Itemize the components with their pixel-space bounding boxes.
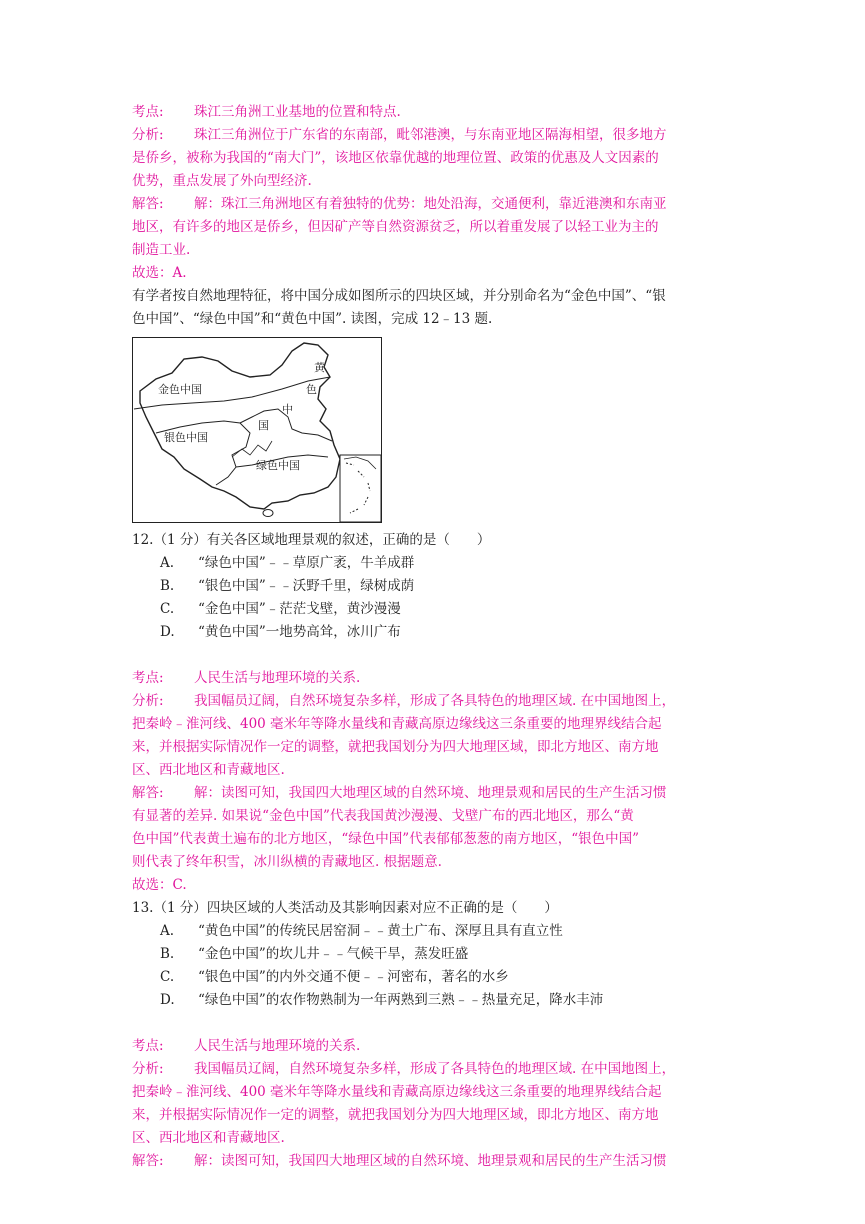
fenxi-label: 分析:	[132, 693, 164, 709]
jieda-label: 解答:	[132, 1153, 164, 1169]
q13-option-b: B. “金色中国”的坎儿井﹣﹣气候干旱，蒸发旺盛	[160, 946, 469, 962]
q11-kaodian: 考点: 珠江三角洲工业基地的位置和特点.	[132, 101, 737, 124]
q13-option-c: C. “银色中国”的内外交通不便﹣﹣河密布，著名的水乡	[160, 969, 509, 985]
q12-fenxi-line: 来，并根据实际情况作一定的调整，就把我国划分为四大地理区域，即北方地区、南方地	[132, 739, 659, 755]
q11-jieda-line: 地区，有许多的地区是侨乡，但因矿产等自然资源贫乏，所以着重发展了以轻工业为主的	[132, 219, 659, 235]
q12-option-a: A. “绿色中国”﹣﹣草原广袤，牛羊成群	[160, 555, 415, 571]
q11-jieda-line: 制造工业.	[132, 242, 191, 258]
q13-kaodian: 考点: 人民生活与地理环境的关系.	[132, 1035, 737, 1058]
q12-kaodian: 考点: 人民生活与地理环境的关系.	[132, 667, 737, 690]
q13-fenxi-line: 区、西北地区和青藏地区.	[132, 1130, 285, 1146]
intro-line: 色中国”、“绿色中国”和“黄色中国”. 读图，完成 12﹣13 题.	[132, 311, 493, 327]
label-yellow-4: 国	[258, 419, 269, 432]
q13-fenxi-line: 来，并根据实际情况作一定的调整，就把我国划分为四大地理区域，即北方地区、南方地	[132, 1107, 659, 1123]
q12-jieda-line: 色中国”代表黄土遍布的北方地区，“绿色中国”代表郁郁葱葱的南方地区，“银色中国”	[132, 831, 640, 847]
china-map-svg	[132, 337, 382, 523]
label-silver-china: 银色中国	[164, 431, 208, 444]
q11-fenxi-line: 是侨乡，被称为我国的“南大门”，该地区依靠优越的地理位置、政策的优惠及人文因素的	[132, 150, 659, 166]
kaodian-label: 考点:	[132, 670, 164, 686]
q13-fenxi: 分析: 我国幅员辽阔，自然环境复杂多样，形成了各具特色的地理区域. 在中国地图上，	[132, 1058, 737, 1081]
q12-option-d: D. “黄色中国”一地势高耸，冰川广布	[160, 624, 401, 640]
q12-stem: 12.（1 分）有关各区域地理景观的叙述，正确的是（ ）	[132, 532, 491, 548]
q12-jieda: 解答: 解：读图可知，我国四大地理区域的自然环境、地理景观和居民的生产生活习惯	[132, 782, 737, 805]
q12-option-b: B. “银色中国”﹣﹣沃野千里，绿树成荫	[160, 578, 415, 594]
china-regions-map	[132, 337, 737, 523]
q12-option-c: C. “金色中国”﹣茫茫戈壁，黄沙漫漫	[160, 601, 401, 617]
fenxi-label: 分析:	[132, 1061, 164, 1077]
q13-jieda: 解答: 解：读图可知，我国四大地理区域的自然环境、地理景观和居民的生产生活习惯	[132, 1150, 737, 1173]
q11-jieda: 解答: 解：珠江三角洲地区有着独特的优势：地处沿海，交通便利，靠近港澳和东南亚	[132, 193, 737, 216]
q11-answer: 故选：A.	[132, 265, 187, 281]
intro-line: 有学者按自然地理特征，将中国分成如图所示的四块区域，并分别命名为“金色中国”、“银	[132, 288, 666, 304]
fenxi-label: 分析:	[132, 127, 164, 143]
document-content	[132, 101, 737, 1173]
south-sea-inset	[340, 455, 381, 522]
q13-fenxi-line: 把秦岭﹣淮河线、400 毫米年等降水量线和青藏高原边缘线这三条重要的地理界线结合起	[132, 1084, 662, 1100]
q12-fenxi: 分析: 我国幅员辽阔，自然环境复杂多样，形成了各具特色的地理区域. 在中国地图上，	[132, 690, 737, 713]
q12-jieda-line: 则代表了终年积雪，冰川纵横的青藏地区. 根据题意.	[132, 854, 442, 870]
q13-stem: 13.（1 分）四块区域的人类活动及其影响因素对应不正确的是（ ）	[132, 900, 558, 916]
q11-fenxi-line: 优势，重点发展了外向型经济.	[132, 173, 312, 189]
jieda-label: 解答:	[132, 196, 164, 212]
label-yellow-3: 中	[282, 403, 293, 416]
label-gold-china: 金色中国	[158, 383, 202, 396]
q12-jieda-line: 有显著的差异. 如果说“金色中国”代表我国黄沙漫漫、戈壁广布的西北地区，那么“黄	[132, 808, 634, 824]
label-green-china: 绿色中国	[256, 459, 300, 472]
spacer	[132, 644, 737, 667]
q13-option-d: D. “绿色中国”的农作物熟制为一年两熟到三熟﹣﹣热量充足，降水丰沛	[160, 992, 604, 1008]
label-yellow-1: 黄	[314, 361, 325, 374]
kaodian-label: 考点:	[132, 1038, 164, 1054]
spacer	[132, 1012, 737, 1035]
q11-fenxi: 分析: 珠江三角洲位于广东省的东南部，毗邻港澳，与东南亚地区隔海相望，很多地方	[132, 124, 737, 147]
label-yellow-2: 色	[306, 383, 317, 396]
q12-fenxi-line: 区、西北地区和青藏地区.	[132, 762, 285, 778]
q13-option-a: A. “黄色中国”的传统民居窑洞﹣﹣黄土广布、深厚且具有直立性	[160, 923, 563, 939]
q12-answer: 故选：C.	[132, 877, 187, 893]
kaodian-label: 考点:	[132, 104, 164, 120]
q12-fenxi-line: 把秦岭﹣淮河线、400 毫米年等降水量线和青藏高原边缘线这三条重要的地理界线结合起	[132, 716, 662, 732]
jieda-label: 解答:	[132, 785, 164, 801]
